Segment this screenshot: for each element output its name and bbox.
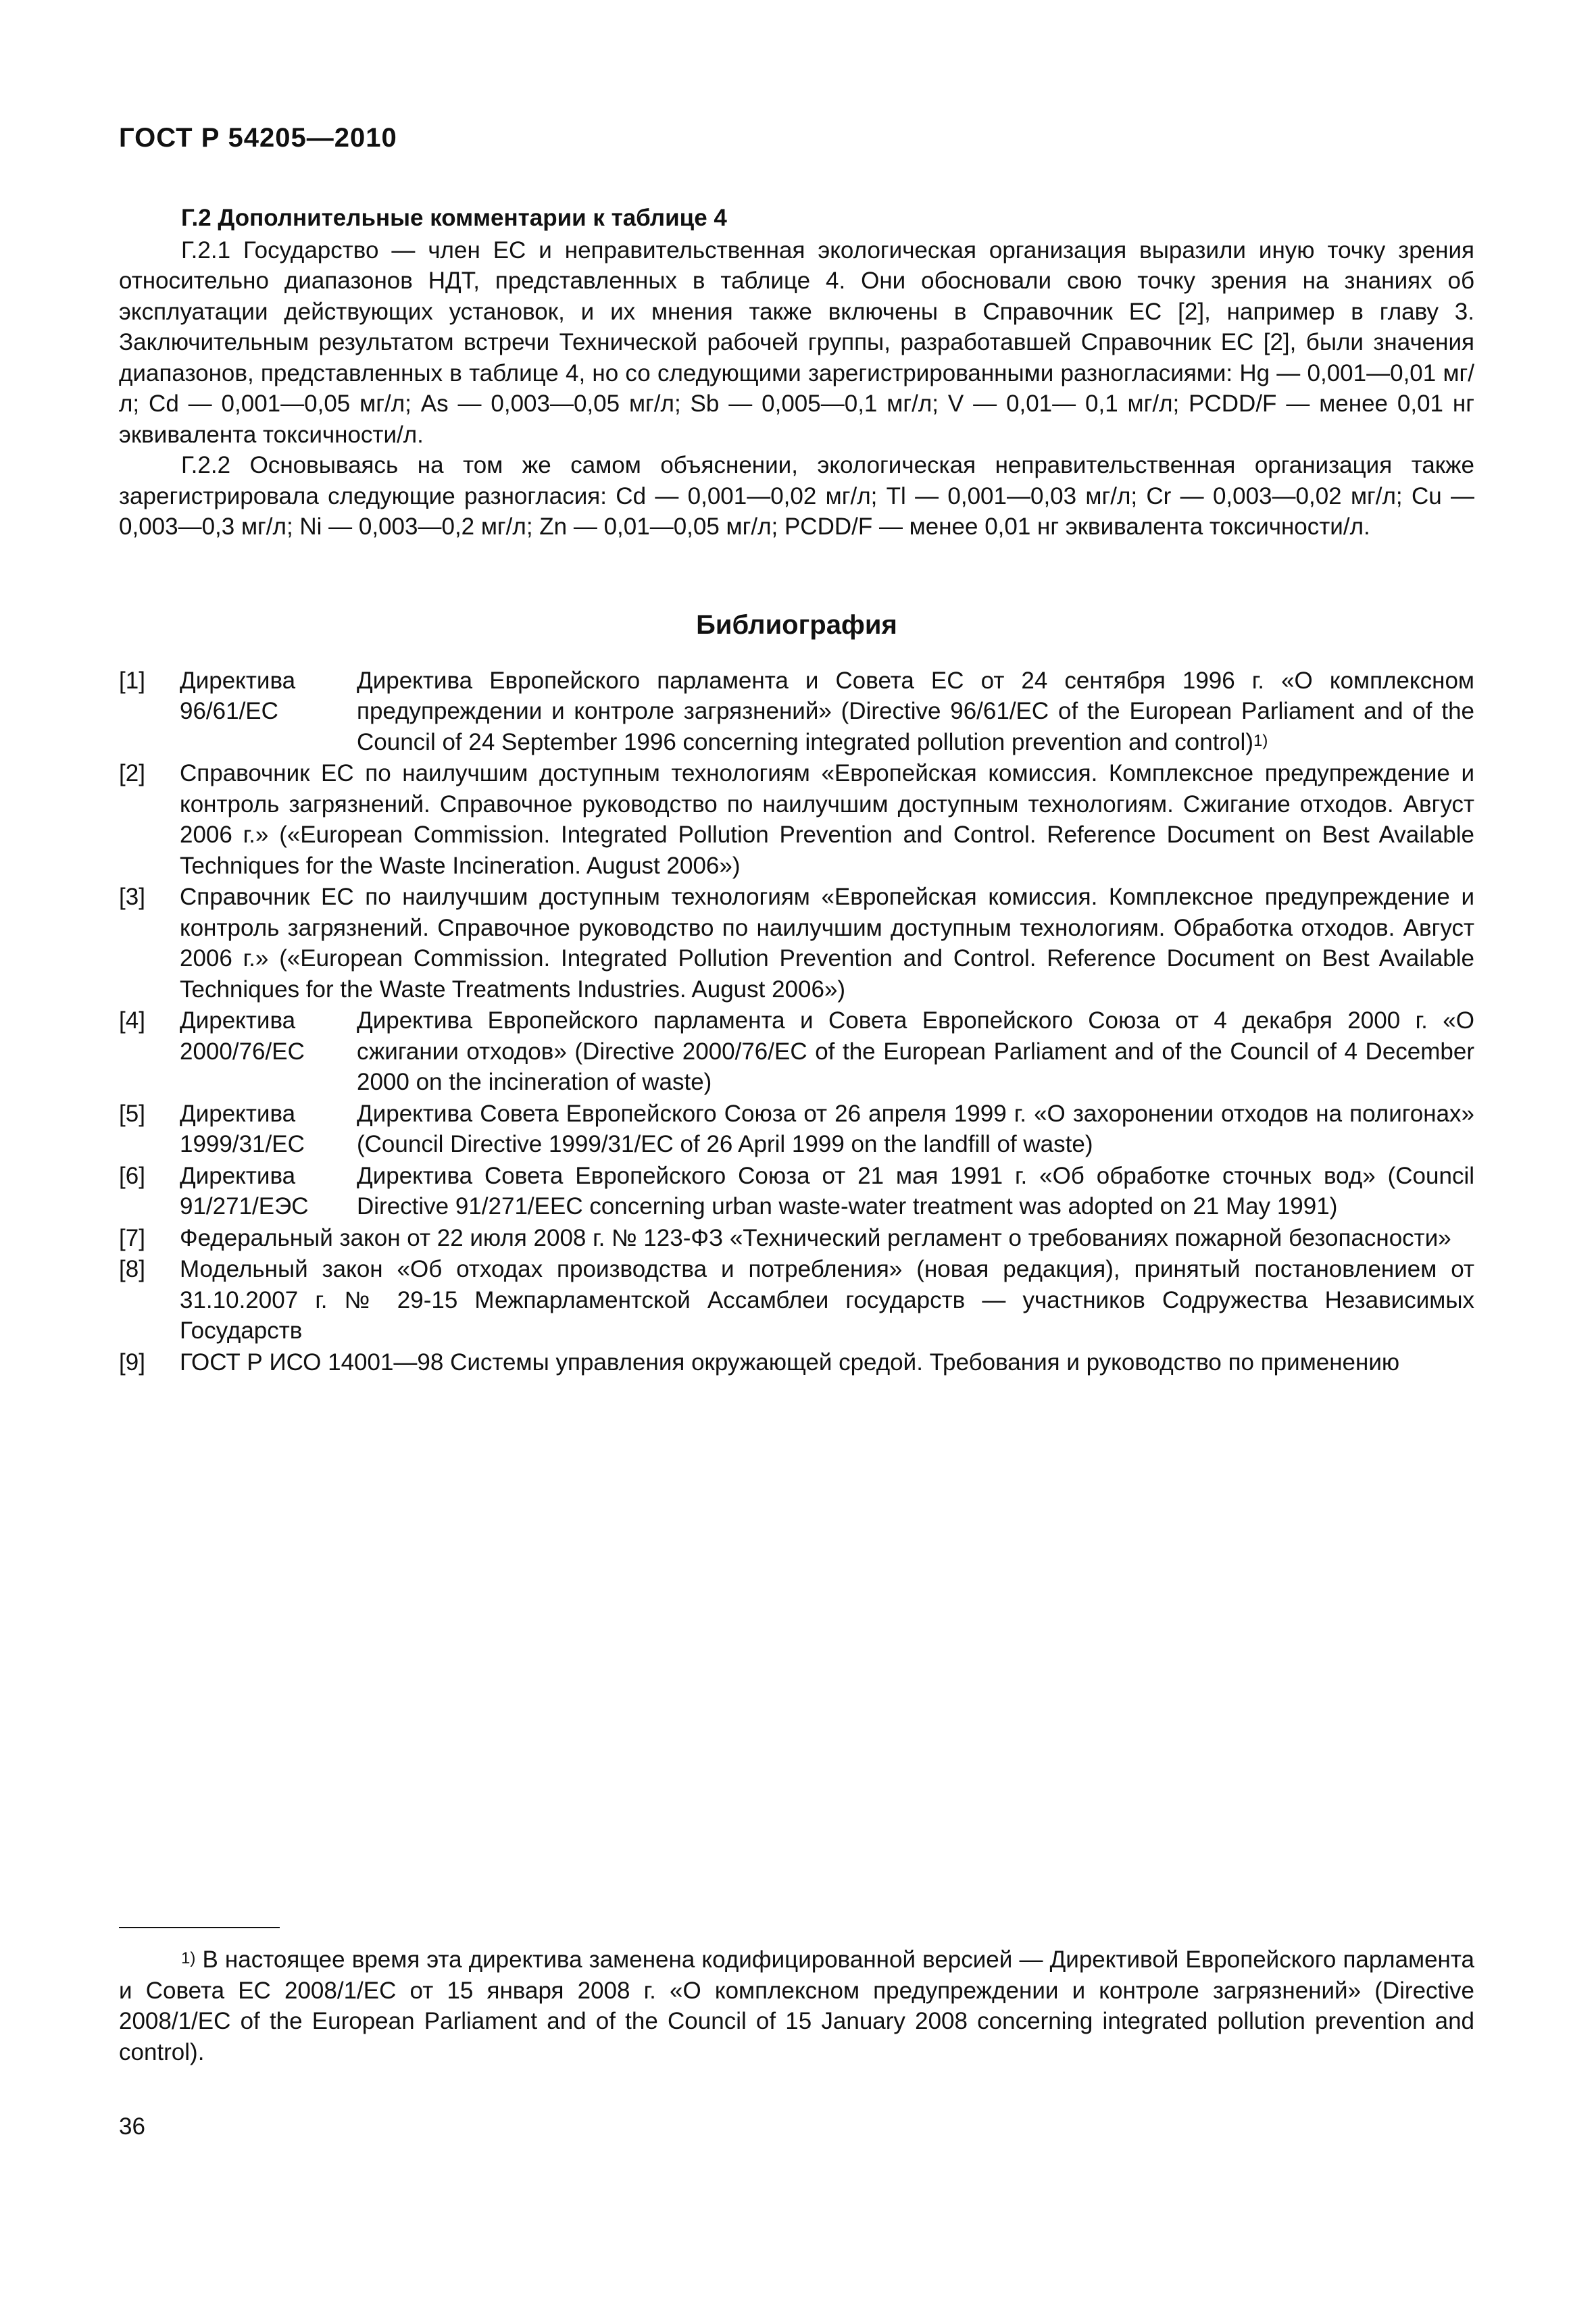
bibliography-entry xyxy=(119,1254,1474,1347)
paragraph-g-2-1: Г.2.1 Государство — член ЕС и неправительственная экологическая организация выразили иную точку зрения относительно диапазонов НДТ, представленных в таблице 4. Они обосновали свою точку зрения на знаниях об эксплуатации действующих установок, и их мнения также включены в Справочник ЕС [2], например в главу 3. Заключительным результатом встречи Технической рабочей группы, разработавшей Справочник ЕС [2], были значения диапазонов, представленных в таблице 4, но со следующими зарегистрированными разногласиями: Hg — 0,001—0,01 мг/л; Cd — 0,001—0,05 мг/л; As — 0,003—0,05 мг/л; Sb — 0,005—0,1 мг/л; V — 0,01— 0,1 мг/л; PCDD/F — менее 0,01 нг эквивалента токсичности/л. xyxy=(119,236,1474,448)
bibliography-heading: Библиография xyxy=(696,609,897,640)
entry-description: Модельный закон «Об отходах производства и потребления» (новая редакция), принятый постановлением от 31.10.2007 г. № 29-15 Межпарламентской Ассамблеи государств — участников Содружества Независимых Государств xyxy=(180,1256,1474,1344)
entry-number: [9] xyxy=(119,1349,145,1376)
entry-number: [4] xyxy=(119,1007,145,1034)
bibliography-entry xyxy=(119,1347,1474,1378)
bibliography-entry xyxy=(119,1005,1474,1098)
footnote xyxy=(119,1944,1474,2067)
bibliography-entry xyxy=(119,1223,1474,1254)
footnote-divider xyxy=(119,1927,280,1928)
page-content xyxy=(119,203,1474,1378)
section-title: Г.2 Дополнительные комментарии к таблице 4 xyxy=(181,205,727,231)
entry-description: ГОСТ Р ИСО 14001—98 Системы управления окружающей средой. Требования и руководство по применению xyxy=(180,1349,1400,1376)
entry-number: [8] xyxy=(119,1256,145,1282)
bibliography-entry xyxy=(119,665,1474,758)
entry-description: Директива Совета Европейского Союза от 21 мая 1991 г. «Об обработке сточных вод» (Council Directive 91/271/EEC concerning urban waste-water treatment was adopted on 21 May 1991) xyxy=(357,1162,1474,1219)
bibliography-list xyxy=(119,665,1474,1378)
document-header: ГОСТ Р 54205—2010 xyxy=(119,123,397,153)
entry-number: [2] xyxy=(119,760,145,786)
entry-description: Директива Совета Европейского Союза от 26 апреля 1999 г. «О захоронении отходов на полигонах» (Council Directive 1999/31/EC of 26 April 1999 on the landfill of waste) xyxy=(357,1100,1474,1157)
bibliography-entry xyxy=(119,1161,1474,1222)
bibliography-entry xyxy=(119,882,1474,1005)
entry-number: [1] xyxy=(119,667,145,694)
footnote-reference: 1) xyxy=(1253,731,1268,750)
entry-description: Справочник ЕС по наилучшим доступным технологиям «Европейская комиссия. Комплексное предупреждение и контроль загрязнений. Справочное руководство по наилучшим доступным технологиям. Сжигание отходов. Август 2006 г.» («European Commission. Integrated Pollution Prevention and Control. Reference Document on Best Available Techniques for the Waste Incineration. August 2006») xyxy=(180,760,1474,879)
entry-document-label: Директива 91/271/ЕЭС xyxy=(180,1162,309,1219)
entry-description: Федеральный закон от 22 июля 2008 г. № 123-ФЗ «Технический регламент о требованиях пожарной безопасности» xyxy=(180,1224,1451,1251)
entry-description: Директива Европейского парламента и Совета Европейского Союза от 4 декабря 2000 г. «О сжигании отходов» (Directive 2000/76/EC of the European Parliament and of the Council of 4 December 2000 on the incineration of waste) xyxy=(357,1007,1474,1095)
entry-document-label: Директива 1999/31/ЕС xyxy=(180,1100,305,1157)
paragraph-g-2-2: Г.2.2 Основываясь на том же самом объяснении, экологическая неправительственная организация также зарегистрировала следующие разногласия: Cd — 0,001—0,02 мг/л; Tl — 0,001—0,03 мг/л; Cr — 0,003—0,02 мг/л; Cu — 0,003—0,3 мг/л; Ni — 0,003—0,2 мг/л; Zn — 0,01—0,05 мг/л; PCDD/F — менее 0,01 нг эквивалента токсичности/л. xyxy=(119,452,1474,540)
bibliography-entry xyxy=(119,1099,1474,1160)
entry-description: Справочник ЕС по наилучшим доступным технологиям «Европейская комиссия. Комплексное предупреждение и контроль загрязнений. Справочное руководство по наилучшим доступным технологиям. Обработка отходов. Август 2006 г.» («European Commission. Integrated Pollution Prevention and Control. Reference Document on Best Available Techniques for the Waste Treatments Industries. August 2006») xyxy=(180,884,1474,1003)
page-number: 36 xyxy=(119,2113,145,2140)
entry-number: [7] xyxy=(119,1224,145,1251)
entry-document-label: Директива 96/61/ЕС xyxy=(180,667,296,724)
footnote-marker: 1) xyxy=(181,1949,196,1967)
entry-description xyxy=(357,665,1474,758)
entry-description-text: Директива Европейского парламента и Совета ЕС от 24 сентября 1996 г. «О комплексном предупреждении и контроле загрязнений» (Directive 96/61/EC of the European Parliament and of the Council of 24 September 1996 concerning integrated pollution prevention and control) xyxy=(357,667,1474,755)
bibliography-entry xyxy=(119,758,1474,881)
entry-number: [3] xyxy=(119,884,145,910)
entry-number: [6] xyxy=(119,1162,145,1189)
footnote-text: В настоящее время эта директива заменена кодифицированной версией — Директивой Европейского парламента и Совета ЕС 2008/1/ЕС от 15 января 2008 г. «О комплексном предупреждении и контроле загрязнений» (Directive 2008/1/EC of the European Parliament and of the Council of 15 January 2008 concerning integrated pollution prevention and control). xyxy=(119,1946,1474,2065)
entry-document-label: Директива 2000/76/ЕС xyxy=(180,1007,305,1065)
entry-number: [5] xyxy=(119,1100,145,1127)
